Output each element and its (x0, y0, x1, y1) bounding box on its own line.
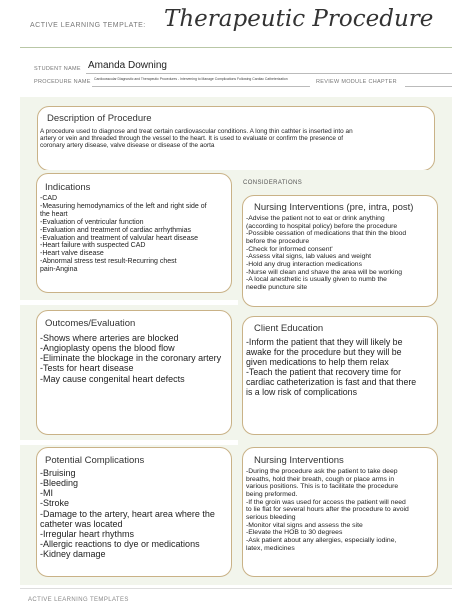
nursing-interventions-text: -During the procedure ask the patient to take deep breaths, hold their breath, cough or place arms in various positions. This is to facilitate the procedure being preformed. -If the groin was used for access the patient will need to lie flat for several hours after the procedure to avoid serious bleeding -Monitor vital signs and assess the site -Elevate the HOB to 30 degrees -Ask patient about any allergies, especially iodine, latex, medicines (246, 468, 409, 552)
procedure-name-label: PROCEDURE NAME (34, 79, 91, 85)
footer-label: ACTIVE LEARNING TEMPLATES (28, 597, 129, 603)
outcomes-text: -Shows where arteries are blocked -Angioplasty opens the blood flow -Eliminate the blockage in the coronary artery -Tests for heart disease -May cause congenital heart defects (40, 333, 222, 384)
nursing-interventions-pip-text: -Advise the patient not to eat or drink anything (according to hospital policy) before the procedure -Possible cessation of medications that thin the blood before the procedure -Check for informed consent' -Assess vital signs, lab values and weight -Hold any drug interaction medications -Nurse will clean and shave the area will be working -A local anesthetic is usually given to numb the needle puncture site (246, 215, 407, 292)
outcomes-title: Outcomes/Evaluation (45, 318, 136, 329)
nursing-interventions-title: Nursing Interventions (254, 455, 344, 466)
review-module-line (405, 86, 452, 87)
indications-title: Indications (45, 182, 91, 193)
description-title: Description of Procedure (47, 113, 152, 124)
review-module-label: REVIEW MODULE CHAPTER (316, 79, 397, 85)
indications-text: -CAD -Measuring hemodynamics of the left and right side of the heart -Evaluation of ventricular function -Evaluation and treatment of cardiac arrhythmias -Evaluation and treatment of valvular heart disease -Heart failure with suspected CAD -Heart valve disease -Abnormal stress test result-Recurring chest pain-Angina (40, 195, 207, 274)
procedure-name-value: Cardiovascular Diagnostic and Therapeutic Procedures - Intervening to Manage Complications Following Cardiac Catheterization (94, 77, 288, 81)
client-education-text: -Inform the patient that they will likely be awake for the procedure but they will be given medications to help them relax -Teach the patient that recovery time for cardiac catheterization is fast and that there is a low risk of complications (246, 337, 417, 397)
student-name-label: STUDENT NAME (34, 66, 81, 72)
nursing-interventions-pip-title: Nursing Interventions (pre, intra, post) (254, 202, 414, 213)
page-title: Therapeutic Procedure (164, 6, 434, 32)
student-name-line (86, 73, 452, 74)
student-name-value: Amanda Downing (88, 60, 167, 71)
description-text: A procedure used to diagnose and treat certain cardiovascular conditions. A long thin cathter is inserted into an artery or vein and threaded through the vessel to the heart. It is used to evaluate or confirm the presence of coronary artery disease, valve disease or disease of the aorta (40, 128, 353, 150)
footer-divider (20, 588, 452, 589)
procedure-name-line (92, 86, 310, 87)
complications-title: Potential Complications (45, 455, 145, 466)
considerations-label: CONSIDERATIONS (243, 180, 303, 186)
complications-text: -Bruising -Bleeding -MI -Stroke -Damage to the artery, heart area where the catheter was located -Irregular heart rhythms -Allergic reactions to dye or medications -Kidney damage (40, 468, 215, 560)
template-label: ACTIVE LEARNING TEMPLATE: (30, 22, 146, 29)
client-education-title: Client Education (254, 323, 324, 334)
